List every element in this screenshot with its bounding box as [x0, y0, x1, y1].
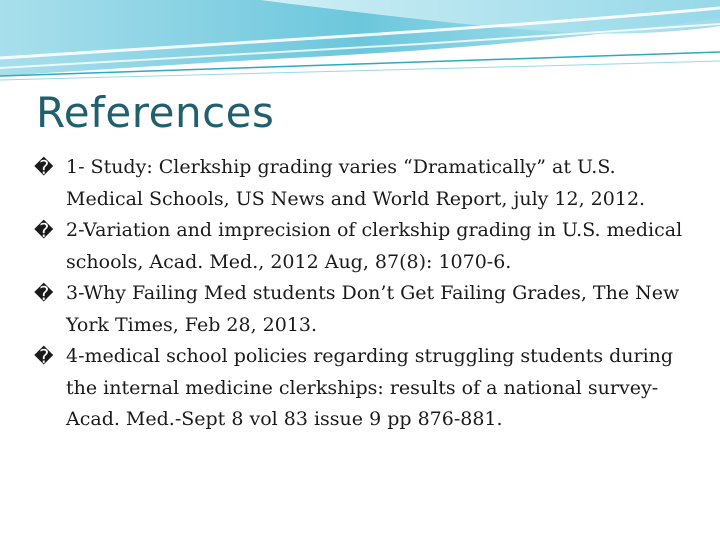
- reference-item: [34, 341, 694, 436]
- reference-text: 1- Study: Clerkship grading varies “Dramatically” at U.S. Medical Schools, US News and World Report, july 12, 2012.: [66, 156, 646, 210]
- bullet-icon: �: [34, 283, 54, 305]
- slide-title: References: [36, 88, 275, 137]
- header-wave-decoration: [0, 0, 720, 90]
- reference-text: 2-Variation and imprecision of clerkship grading in U.S. medical schools, Acad. Med., 2012 Aug, 87(8): 1070-6.: [66, 219, 683, 273]
- reference-text: 4-medical school policies regarding struggling students during the internal medicine clerkships: results of a national survey- Acad. Med.-Sept 8 vol 83 issue 9 pp 876-881.: [66, 345, 674, 430]
- bullet-icon: �: [34, 157, 54, 179]
- bullet-icon: �: [34, 346, 54, 368]
- bullet-icon: �: [34, 220, 54, 242]
- reference-text: 3-Why Failing Med students Don’t Get Failing Grades, The New York Times, Feb 28, 2013.: [66, 282, 680, 336]
- reference-item: [34, 152, 694, 215]
- reference-list: [34, 152, 694, 436]
- reference-item: [34, 278, 694, 341]
- reference-item: [34, 215, 694, 278]
